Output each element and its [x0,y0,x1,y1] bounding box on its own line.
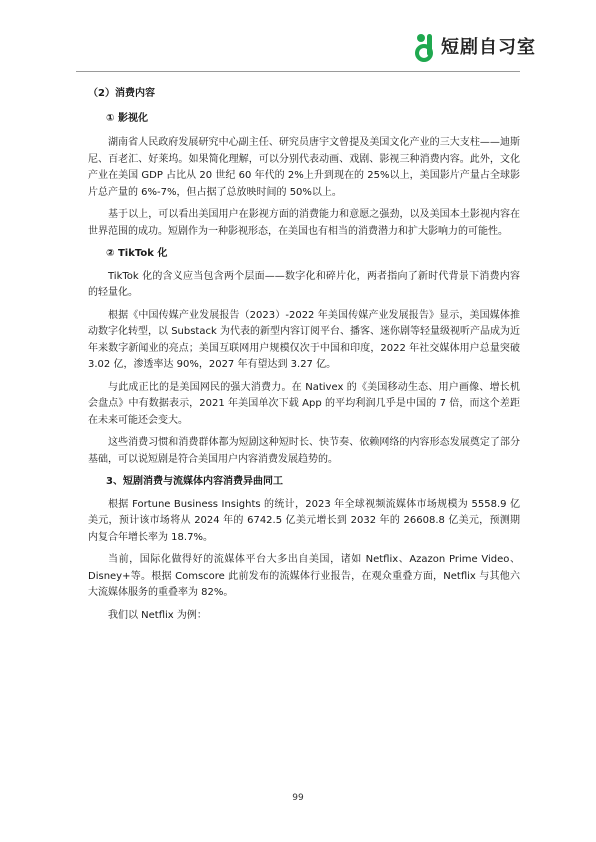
subsection-heading-tiktok: ② TikTok 化 [106,248,168,259]
paragraph: TikTok 化的含义应当包含两个层面——数字化和碎片化，两者指向了新时代背景下消费内容的轻量化。 [88,270,520,298]
document-body [88,84,520,624]
page-header [0,0,596,82]
paragraph: 根据《中国传媒产业发展报告（2023）-2022 年美国传媒产业发展报告》显示，美国媒体推动数字化转型，以 Substack 为代表的新型内容订阅平台、播客、迷你剧等轻量级视听产品成为近年来数字新闻业的亮点；美国互联网用户规模仅次于中国和印度，2022 年社交媒体用户总量突破 3.02 亿，渗透率达 90%，2027 年有望达到 3.27 亿。 [88,309,520,370]
section-heading: 3、短剧消费与流媒体内容消费异曲同工 [106,476,283,487]
subsection-heading-film: ① 影视化 [106,112,148,124]
paragraph: 当前，国际化做得好的流媒体平台大多出自美国，诸如 Netflix、Azazon Prime Video、Disney+等。根据 Comscore 此前发布的流媒体行业报告，在观众重叠方面，Netflix 与其他六大流媒体服务的重叠率为 82%。 [88,554,520,598]
page-number: 99 [292,793,304,803]
header-divider [76,71,520,72]
paragraph: 与此成正比的是美国网民的强大消费力。在 Nativex 的《美国移动生态、用户画像、增长机会盘点》中有数据表示，2021 年美国单次下载 App 的平均利润几乎是中国的 7 倍，而这个差距在未来可能还会变大。 [88,381,520,426]
paragraph: 湖南省人民政府发展研究中心副主任、研究员唐宇文曾提及美国文化产业的三大支柱——迪斯尼、百老汇、好莱坞。如果简化理解，可以分别代表动画、戏剧、影视三种消费内容。此外，文化产业在美国 GDP 占比从 20 世纪 60 年代的 2%上升到现在的 25%以上，美国影片产量占全球影片总产量的 6%-7%，但占据了总放映时间的 50%以上。 [88,137,520,198]
brand-logo [415,32,536,64]
paragraph: 根据 Fortune Business Insights 的统计，2023 年全球视频流媒体市场规模为 5558.9 亿美元，预计该市场将从 2024 年的 6742.5 亿美元增长到 2032 年的 26608.8 亿美元，预测期内复合年增长率为 18.7%。 [88,498,520,543]
section-heading: （2）消费内容 [88,88,155,99]
paragraph: 我们以 Netflix 为例： [108,609,207,621]
brand-name: 短剧自习室 [441,37,536,58]
leaf-bubble-icon [415,32,437,64]
paragraph: 基于以上，可以看出美国用户在影视方面的消费能力和意愿之强劲，以及美国本土影视内容在世界范围的成功。短剧作为一种影视形态，在美国也有相当的消费潜力和扩大影响力的可能性。 [88,209,520,237]
paragraph: 这些消费习惯和消费群体都为短剧这种短时长、快节奏、依赖网络的内容形态发展奠定了部分基础，可以说短剧是符合美国用户内容消费发展趋势的。 [88,437,520,465]
